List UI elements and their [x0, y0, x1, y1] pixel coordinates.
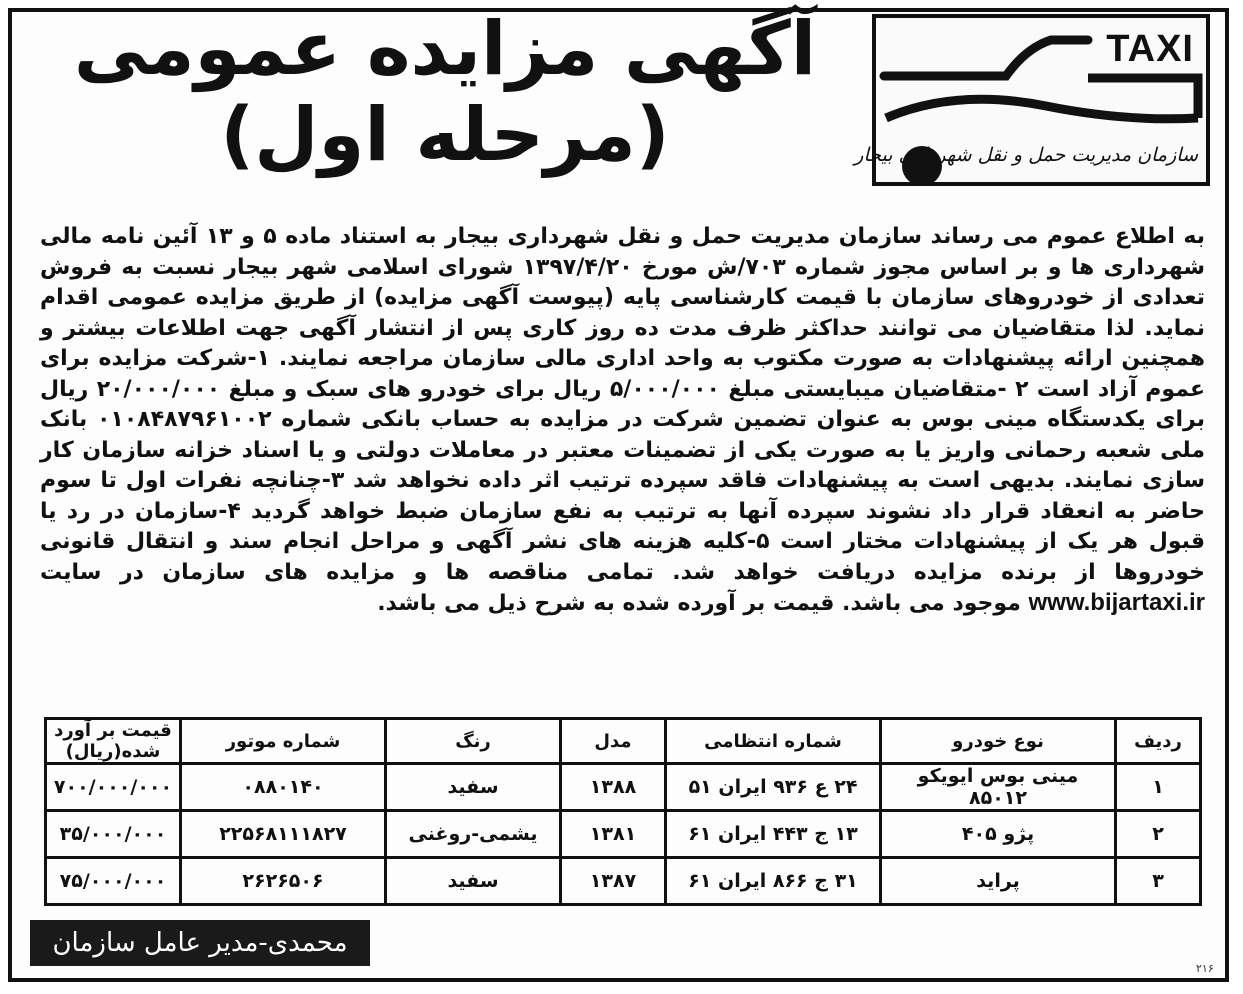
page-title: [30, 6, 860, 178]
cell-engine-number: ۲۲۵۶۸۱۱۱۸۲۷: [181, 811, 386, 858]
taxi-wordmark: TAXI: [1106, 28, 1194, 70]
col-header-row-number: ردیف: [1116, 719, 1201, 764]
cell-color: سفید: [386, 764, 561, 811]
cell-model: ۱۳۸۸: [561, 764, 666, 811]
body-text-main: به اطلاع عموم می رساند سازمان مدیریت حمل و نقل شهرداری بیجار به استناد ماده ۵ و ۱۳ آئین نامه مالی شهرداری ها و بر اساس مجوز شماره ۷۰۳/ش مورخ ۱۳۹۷/۴/۲۰ شورای اسلامی شهر بیجار نسبت به فروش تعدادی از خودروهای سازمان با قیمت کارشناسی پایه (پیوست آگهی مزایده) از طریق مزایده عمومی اقدام نماید. لذا متقاضیان می توانند حداکثر ظرف مدت ده روز کاری پس از انتشار آگهی جهت اطلاعات بیشتر و همچنین ارائه پیشنهادات به صورت مکتوب به واحد اداری مالی سازمان مراجعه نمایند. ۱-شرکت مزایده برای عموم آزاد است ۲ -متقاضیان میبایستی مبلغ ۵/۰۰۰/۰۰۰ ریال برای خودرو های سبک و مبلغ ۲۰/۰۰۰/۰۰۰ ریال برای یکدستگاه مینی بوس به عنوان تضمین شرکت در مزایده به حساب بانکی شماره ۰۱۰۸۴۸۷۹۶۱۰۰۲ بانک ملی شعبه رحمانی واریز یا به صورت یکی از تضمینات معتبر در معاملات دولتی و یا اسناد خزانه سازمان کار سازی نمایند. بدیهی است به پیشنهادات فاقد سپرده ترتیب اثر داده نخواهد شد ۳-چنانچه نفرات اول تا سوم حاضر به انعقاد قرار داد نشوند سپرده آنها به ترتیب به نفع سازمان ضبط خواهد گردید ۴-سازمان در رد یا قبول هر یک از پیشنهادات مختار است ۵-کلیه هزینه های نشر آگهی و مراحل انجام سند و انتقال قانونی خودروها از برنده مزایده دریافت خواهد شد. تمامی مناقصه ها و مزایده های سازمان در سایت: [40, 224, 1205, 585]
cell-row-number: ۱: [1116, 764, 1201, 811]
cell-vehicle-type: پژو ۴۰۵: [881, 811, 1116, 858]
cell-color: سفید: [386, 858, 561, 905]
title-line-1: آگهی مزایده عمومی: [73, 6, 817, 92]
logo-caption: سازمان مدیریت حمل و نقل شهرداری بیجار: [854, 144, 1198, 166]
col-header-engine-number: شماره موتور: [181, 719, 386, 764]
announcement-body: [40, 222, 1205, 620]
table-row: [46, 764, 1201, 811]
col-header-plate: شماره انتظامی: [666, 719, 881, 764]
cell-model: ۱۳۸۱: [561, 811, 666, 858]
table-row: [46, 811, 1201, 858]
cell-estimated-price: ۷۰۰/۰۰۰/۰۰۰: [46, 764, 181, 811]
cell-engine-number: ۲۶۲۶۵۰۶: [181, 858, 386, 905]
cell-model: ۱۳۸۷: [561, 858, 666, 905]
col-header-model: مدل: [561, 719, 666, 764]
cell-estimated-price: ۳۵/۰۰۰/۰۰۰: [46, 811, 181, 858]
vehicle-table: [44, 717, 1202, 906]
manager-signature: محمدی-مدیر عامل سازمان: [30, 920, 370, 966]
cell-row-number: ۳: [1116, 858, 1201, 905]
col-header-color: رنگ: [386, 719, 561, 764]
taxi-logo: [854, 14, 1210, 186]
table-header-row: [46, 719, 1201, 764]
cell-color: یشمی-روغنی: [386, 811, 561, 858]
cell-estimated-price: ۷۵/۰۰۰/۰۰۰: [46, 858, 181, 905]
title-line-2: (مرحله اول): [220, 92, 670, 178]
cell-plate: ۱۳ ج ۴۴۳ ایران ۶۱: [666, 811, 881, 858]
cell-row-number: ۲: [1116, 811, 1201, 858]
cell-vehicle-type: پراید: [881, 858, 1116, 905]
body-text-end: موجود می باشد. قیمت بر آورده شده به شرح ذیل می باشد.: [377, 591, 1021, 616]
cell-plate: ۳۱ ج ۸۶۶ ایران ۶۱: [666, 858, 881, 905]
col-header-estimated-price: قیمت بر آورد شده(ریال): [46, 719, 181, 764]
cell-plate: ۲۴ ع ۹۳۶ ایران ۵۱: [666, 764, 881, 811]
cell-vehicle-type: مینی بوس ایویکو ۸۵۰۱۲: [881, 764, 1116, 811]
page-number: ۲۱۶: [1196, 962, 1214, 975]
website-link[interactable]: www.bijartaxi.ir: [1028, 589, 1205, 616]
table-row: [46, 858, 1201, 905]
cell-engine-number: ۰۸۸۰۱۴۰: [181, 764, 386, 811]
col-header-vehicle-type: نوع خودرو: [881, 719, 1116, 764]
